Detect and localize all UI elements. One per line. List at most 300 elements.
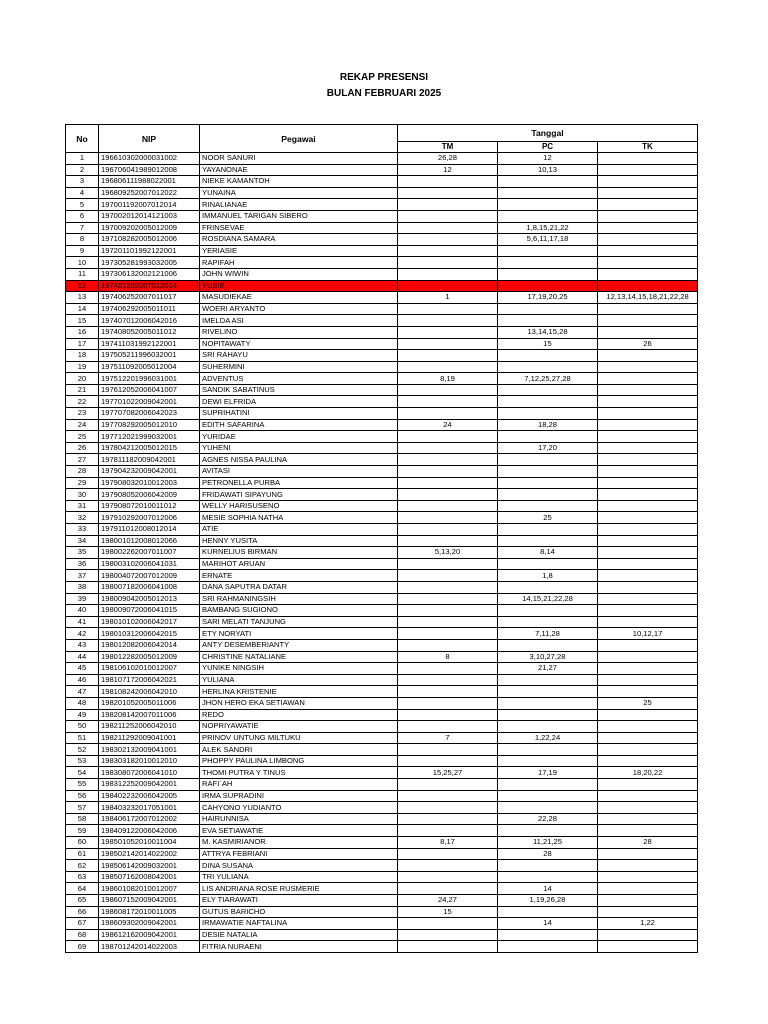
cell-tk <box>598 373 698 385</box>
cell-tm <box>398 755 498 767</box>
cell-tk <box>598 164 698 176</box>
cell-tm <box>398 315 498 327</box>
table-row <box>66 663 698 675</box>
cell-no: 39 <box>66 593 99 605</box>
cell-no: 26 <box>66 442 99 454</box>
cell-tk: 18,20,22 <box>598 767 698 779</box>
cell-pc: 5,6,11,17,18 <box>498 234 598 246</box>
cell-no: 49 <box>66 709 99 721</box>
cell-pegawai: IMELDA ASI <box>200 315 398 327</box>
cell-pc <box>498 454 598 466</box>
cell-tm <box>398 466 498 478</box>
cell-pc <box>498 697 598 709</box>
table-row <box>66 500 698 512</box>
table-row <box>66 280 698 292</box>
cell-no: 68 <box>66 929 99 941</box>
cell-pegawai: FRIDAWATI SIPAYUNG <box>200 489 398 501</box>
cell-tk <box>598 535 698 547</box>
cell-tm <box>398 535 498 547</box>
cell-nip: 198009072006041015 <box>99 605 200 617</box>
cell-tm <box>398 686 498 698</box>
table-row <box>66 895 698 907</box>
table-row <box>66 790 698 802</box>
cell-pegawai: ATIE <box>200 524 398 536</box>
cell-pegawai: RAFI`AH <box>200 779 398 791</box>
cell-tk <box>598 303 698 315</box>
cell-pc: 28 <box>498 848 598 860</box>
cell-no: 19 <box>66 361 99 373</box>
cell-pegawai: ETY NORYATI <box>200 628 398 640</box>
cell-tk <box>598 790 698 802</box>
table-row <box>66 767 698 779</box>
cell-no: 28 <box>66 466 99 478</box>
cell-pegawai: M. KASMIRIANOR <box>200 837 398 849</box>
cell-tk <box>598 813 698 825</box>
cell-tm <box>398 350 498 362</box>
cell-tm <box>398 187 498 199</box>
table-row <box>66 408 698 420</box>
cell-nip: 198312252009042001 <box>99 779 200 791</box>
cell-pc: 17,20 <box>498 442 598 454</box>
cell-pc <box>498 906 598 918</box>
cell-tm <box>398 176 498 188</box>
cell-pegawai: SRI RAHMANINGSIH <box>200 593 398 605</box>
cell-tm <box>398 941 498 953</box>
table-row <box>66 581 698 593</box>
header-tk: TK <box>598 142 698 153</box>
cell-tm: 5,13,20 <box>398 547 498 559</box>
cell-no: 16 <box>66 326 99 338</box>
table-row <box>66 454 698 466</box>
cell-pc <box>498 176 598 188</box>
cell-nip: 197908072010011012 <box>99 500 200 512</box>
table-row <box>66 697 698 709</box>
cell-pc <box>498 929 598 941</box>
cell-nip: 198402232006042005 <box>99 790 200 802</box>
table-row <box>66 257 698 269</box>
cell-nip: 197512201996031001 <box>99 373 200 385</box>
cell-no: 22 <box>66 396 99 408</box>
cell-tm <box>398 570 498 582</box>
header-tanggal: Tanggal <box>398 125 698 142</box>
table-row <box>66 512 698 524</box>
table-row <box>66 813 698 825</box>
table-row <box>66 431 698 443</box>
cell-pegawai: YUSIE <box>200 280 398 292</box>
cell-tm: 8 <box>398 651 498 663</box>
cell-pegawai: ADVENTUS <box>200 373 398 385</box>
cell-no: 65 <box>66 895 99 907</box>
cell-tm <box>398 280 498 292</box>
cell-pegawai: ELY TIARAWATI <box>200 895 398 907</box>
cell-pc <box>498 280 598 292</box>
cell-pegawai: NOPITAWATY <box>200 338 398 350</box>
table-row <box>66 234 698 246</box>
table-row <box>66 535 698 547</box>
cell-pc <box>498 500 598 512</box>
cell-tk <box>598 802 698 814</box>
cell-tk <box>598 732 698 744</box>
table-row <box>66 361 698 373</box>
cell-pegawai: DANA SAPUTRA DATAR <box>200 581 398 593</box>
cell-tm <box>398 489 498 501</box>
cell-pegawai: SARI MELATI TANJUNG <box>200 616 398 628</box>
cell-pegawai: EDITH SAFARINA <box>200 419 398 431</box>
cell-tm <box>398 721 498 733</box>
cell-tk <box>598 825 698 837</box>
table-row <box>66 883 698 895</box>
cell-no: 42 <box>66 628 99 640</box>
table-row <box>66 825 698 837</box>
cell-pc <box>498 396 598 408</box>
cell-pegawai: ERNATE <box>200 570 398 582</box>
cell-tk <box>598 558 698 570</box>
cell-nip: 198406172007012002 <box>99 813 200 825</box>
cell-pc: 15 <box>498 338 598 350</box>
table-row <box>66 303 698 315</box>
cell-pc: 17,19,20,25 <box>498 292 598 304</box>
cell-pc <box>498 558 598 570</box>
cell-no: 32 <box>66 512 99 524</box>
cell-pc <box>498 268 598 280</box>
cell-pegawai: RAPIFAH <box>200 257 398 269</box>
cell-no: 53 <box>66 755 99 767</box>
cell-nip: 198004072007012009 <box>99 570 200 582</box>
cell-tk <box>598 779 698 791</box>
cell-pc <box>498 779 598 791</box>
cell-pegawai: JOHN WIWIN <box>200 268 398 280</box>
cell-nip: 197406292005011011 <box>99 303 200 315</box>
cell-pc: 1,22,24 <box>498 732 598 744</box>
cell-pc <box>498 755 598 767</box>
cell-pegawai: EVA SETIAWATIE <box>200 825 398 837</box>
cell-nip: 198506142009032001 <box>99 860 200 872</box>
cell-tm <box>398 709 498 721</box>
cell-tk: 28 <box>598 837 698 849</box>
cell-no: 34 <box>66 535 99 547</box>
table-row <box>66 558 698 570</box>
cell-pegawai: WELLY HARISUSENO <box>200 500 398 512</box>
table-row <box>66 755 698 767</box>
cell-nip: 198208142007011006 <box>99 709 200 721</box>
cell-pc: 14,15,21,22,28 <box>498 593 598 605</box>
cell-tm: 12 <box>398 164 498 176</box>
cell-pegawai: YUHENI <box>200 442 398 454</box>
cell-tk <box>598 396 698 408</box>
cell-pegawai: YAYANONAE <box>200 164 398 176</box>
table-row <box>66 639 698 651</box>
cell-no: 48 <box>66 697 99 709</box>
cell-nip: 197708292005012010 <box>99 419 200 431</box>
cell-no: 8 <box>66 234 99 246</box>
cell-pc: 14 <box>498 883 598 895</box>
cell-pc <box>498 860 598 872</box>
cell-no: 1 <box>66 153 99 165</box>
cell-tk <box>598 605 698 617</box>
cell-pegawai: RIVELINO <box>200 326 398 338</box>
cell-tk <box>598 176 698 188</box>
cell-pc <box>498 431 598 443</box>
cell-tm <box>398 326 498 338</box>
cell-no: 56 <box>66 790 99 802</box>
cell-nip: 197804212005012015 <box>99 442 200 454</box>
table-row <box>66 929 698 941</box>
cell-nip: 197401202007012014 <box>99 280 200 292</box>
cell-nip: 197306132002121006 <box>99 268 200 280</box>
table-row <box>66 709 698 721</box>
cell-tm: 15 <box>398 906 498 918</box>
table-row <box>66 292 698 304</box>
cell-tm <box>398 245 498 257</box>
cell-tm <box>398 199 498 211</box>
table-row <box>66 848 698 860</box>
cell-no: 40 <box>66 605 99 617</box>
table-row <box>66 674 698 686</box>
cell-tm <box>398 593 498 605</box>
cell-no: 10 <box>66 257 99 269</box>
cell-pegawai: PRINOV UNTUNG MILTUKU <box>200 732 398 744</box>
cell-nip: 197408052005011012 <box>99 326 200 338</box>
cell-pegawai: PHOPPY PAULINA LIMBONG <box>200 755 398 767</box>
cell-tk <box>598 280 698 292</box>
cell-no: 5 <box>66 199 99 211</box>
cell-tm <box>398 616 498 628</box>
cell-tm: 8,17 <box>398 837 498 849</box>
cell-tk <box>598 210 698 222</box>
cell-pegawai: MARIHOT ARUAN <box>200 558 398 570</box>
cell-pegawai: TRI YULIANA <box>200 871 398 883</box>
cell-tk: 12,13,14,15,18,21,22,28 <box>598 292 698 304</box>
cell-pegawai: REDO <box>200 709 398 721</box>
cell-nip: 198607152009042001 <box>99 895 200 907</box>
cell-pegawai: DESIE NATALIA <box>200 929 398 941</box>
header-pc: PC <box>498 142 598 153</box>
cell-no: 29 <box>66 477 99 489</box>
cell-no: 61 <box>66 848 99 860</box>
cell-tm <box>398 605 498 617</box>
cell-pc <box>498 210 598 222</box>
table-row <box>66 744 698 756</box>
cell-tk <box>598 929 698 941</box>
cell-pegawai: NOPRIYAWATIE <box>200 721 398 733</box>
cell-pc: 18,28 <box>498 419 598 431</box>
cell-tm <box>398 628 498 640</box>
cell-no: 50 <box>66 721 99 733</box>
cell-tm <box>398 744 498 756</box>
cell-pegawai: JHON HERO EKA SETIAWAN <box>200 697 398 709</box>
table-row <box>66 871 698 883</box>
cell-pc <box>498 361 598 373</box>
table-row <box>66 918 698 930</box>
cell-nip: 197305281993032005 <box>99 257 200 269</box>
cell-pegawai: MESIE SOPHIA NATHA <box>200 512 398 524</box>
cell-nip: 198007182006041008 <box>99 581 200 593</box>
table-row <box>66 941 698 953</box>
cell-tk <box>598 686 698 698</box>
cell-nip: 197201101992122001 <box>99 245 200 257</box>
header-pegawai: Pegawai <box>200 125 398 153</box>
cell-nip: 196610302000031002 <box>99 153 200 165</box>
cell-tm <box>398 512 498 524</box>
cell-tm <box>398 779 498 791</box>
cell-pc <box>498 187 598 199</box>
cell-tk: 26 <box>598 338 698 350</box>
cell-no: 14 <box>66 303 99 315</box>
table-row <box>66 489 698 501</box>
cell-nip: 197911012008012014 <box>99 524 200 536</box>
cell-pegawai: MASUDIEKAE <box>200 292 398 304</box>
cell-no: 20 <box>66 373 99 385</box>
table-row <box>66 628 698 640</box>
cell-pegawai: FRINSEVAE <box>200 222 398 234</box>
cell-tm <box>398 558 498 570</box>
cell-pc: 1,8,15,21,22 <box>498 222 598 234</box>
cell-tk: 10,12,17 <box>598 628 698 640</box>
cell-nip: 198106102010012007 <box>99 663 200 675</box>
cell-pc: 7,11,28 <box>498 628 598 640</box>
cell-nip: 197505211996032001 <box>99 350 200 362</box>
cell-nip: 196806111988022001 <box>99 176 200 188</box>
table-row <box>66 686 698 698</box>
table-row <box>66 906 698 918</box>
cell-pc <box>498 408 598 420</box>
cell-pegawai: ATTRYA FEBRIANI <box>200 848 398 860</box>
table-row <box>66 315 698 327</box>
cell-tk <box>598 895 698 907</box>
cell-pc <box>498 674 598 686</box>
table-row <box>66 176 698 188</box>
cell-tk <box>598 326 698 338</box>
cell-no: 37 <box>66 570 99 582</box>
cell-tm: 24 <box>398 419 498 431</box>
cell-pegawai: IMMANUEL TARIGAN SIBERO <box>200 210 398 222</box>
cell-nip: 198601082010012007 <box>99 883 200 895</box>
cell-tm: 15,25,27 <box>398 767 498 779</box>
table-row <box>66 419 698 431</box>
cell-nip: 197411031992122001 <box>99 338 200 350</box>
cell-no: 60 <box>66 837 99 849</box>
cell-nip: 198609302009042001 <box>99 918 200 930</box>
cell-nip: 198409122006042006 <box>99 825 200 837</box>
cell-no: 55 <box>66 779 99 791</box>
cell-pegawai: AGNES NISSA PAULINA <box>200 454 398 466</box>
table-row <box>66 616 698 628</box>
cell-no: 41 <box>66 616 99 628</box>
cell-tk <box>598 744 698 756</box>
cell-pc <box>498 721 598 733</box>
cell-nip: 198012082006042014 <box>99 639 200 651</box>
cell-tm <box>398 396 498 408</box>
cell-pegawai: IRMAWATIE NAFTALINA <box>200 918 398 930</box>
cell-no: 66 <box>66 906 99 918</box>
cell-pc <box>498 466 598 478</box>
cell-pc: 25 <box>498 512 598 524</box>
cell-tm <box>398 384 498 396</box>
cell-no: 57 <box>66 802 99 814</box>
cell-tk <box>598 721 698 733</box>
cell-pc: 1,8 <box>498 570 598 582</box>
cell-nip: 198107172006042021 <box>99 674 200 686</box>
cell-no: 54 <box>66 767 99 779</box>
cell-nip: 197002012014121003 <box>99 210 200 222</box>
cell-tm <box>398 871 498 883</box>
cell-no: 31 <box>66 500 99 512</box>
cell-nip: 198302132009041001 <box>99 744 200 756</box>
table-row <box>66 547 698 559</box>
cell-no: 52 <box>66 744 99 756</box>
cell-tk: 1,22 <box>598 918 698 930</box>
cell-nip: 198003102006041031 <box>99 558 200 570</box>
cell-tk <box>598 547 698 559</box>
cell-pegawai: CHRISTINE NATALIANE <box>200 651 398 663</box>
cell-tm <box>398 929 498 941</box>
cell-nip: 197904232009042001 <box>99 466 200 478</box>
cell-pegawai: DINA SUSANA <box>200 860 398 872</box>
cell-tm <box>398 408 498 420</box>
cell-pc: 11,21,25 <box>498 837 598 849</box>
cell-pc <box>498 790 598 802</box>
cell-no: 25 <box>66 431 99 443</box>
cell-pc <box>498 477 598 489</box>
cell-pc: 10,13 <box>498 164 598 176</box>
cell-no: 43 <box>66 639 99 651</box>
cell-nip: 197701022009042001 <box>99 396 200 408</box>
cell-tm <box>398 790 498 802</box>
cell-nip: 198012282005012009 <box>99 651 200 663</box>
cell-pc <box>498 686 598 698</box>
cell-tk <box>598 466 698 478</box>
header-no: No <box>66 125 99 153</box>
cell-no: 35 <box>66 547 99 559</box>
table-row <box>66 860 698 872</box>
cell-nip: 197910292007012006 <box>99 512 200 524</box>
cell-tk <box>598 663 698 675</box>
cell-no: 2 <box>66 164 99 176</box>
table-row <box>66 732 698 744</box>
cell-no: 44 <box>66 651 99 663</box>
cell-pegawai: WOERI ARYANTO <box>200 303 398 315</box>
cell-pegawai: YERIASIE <box>200 245 398 257</box>
cell-nip: 197707082006042023 <box>99 408 200 420</box>
table-row <box>66 442 698 454</box>
cell-no: 7 <box>66 222 99 234</box>
cell-tk <box>598 199 698 211</box>
cell-pegawai: HENNY YUSITA <box>200 535 398 547</box>
cell-tm <box>398 883 498 895</box>
cell-no: 6 <box>66 210 99 222</box>
cell-tm: 7 <box>398 732 498 744</box>
cell-nip: 198010312006042015 <box>99 628 200 640</box>
table-row <box>66 326 698 338</box>
cell-tk <box>598 651 698 663</box>
cell-tm <box>398 802 498 814</box>
cell-tm: 1 <box>398 292 498 304</box>
cell-tm <box>398 674 498 686</box>
table-row <box>66 837 698 849</box>
cell-pc: 7,12,25,27,28 <box>498 373 598 385</box>
table-row <box>66 222 698 234</box>
cell-no: 69 <box>66 941 99 953</box>
cell-tm <box>398 500 498 512</box>
cell-nip: 196809252007012022 <box>99 187 200 199</box>
cell-nip: 197712021999032001 <box>99 431 200 443</box>
cell-pegawai: SANDIK SABATINUS <box>200 384 398 396</box>
cell-pegawai: RINALIANAE <box>200 199 398 211</box>
cell-pc <box>498 581 598 593</box>
cell-pc: 14 <box>498 918 598 930</box>
cell-no: 9 <box>66 245 99 257</box>
cell-tm <box>398 442 498 454</box>
